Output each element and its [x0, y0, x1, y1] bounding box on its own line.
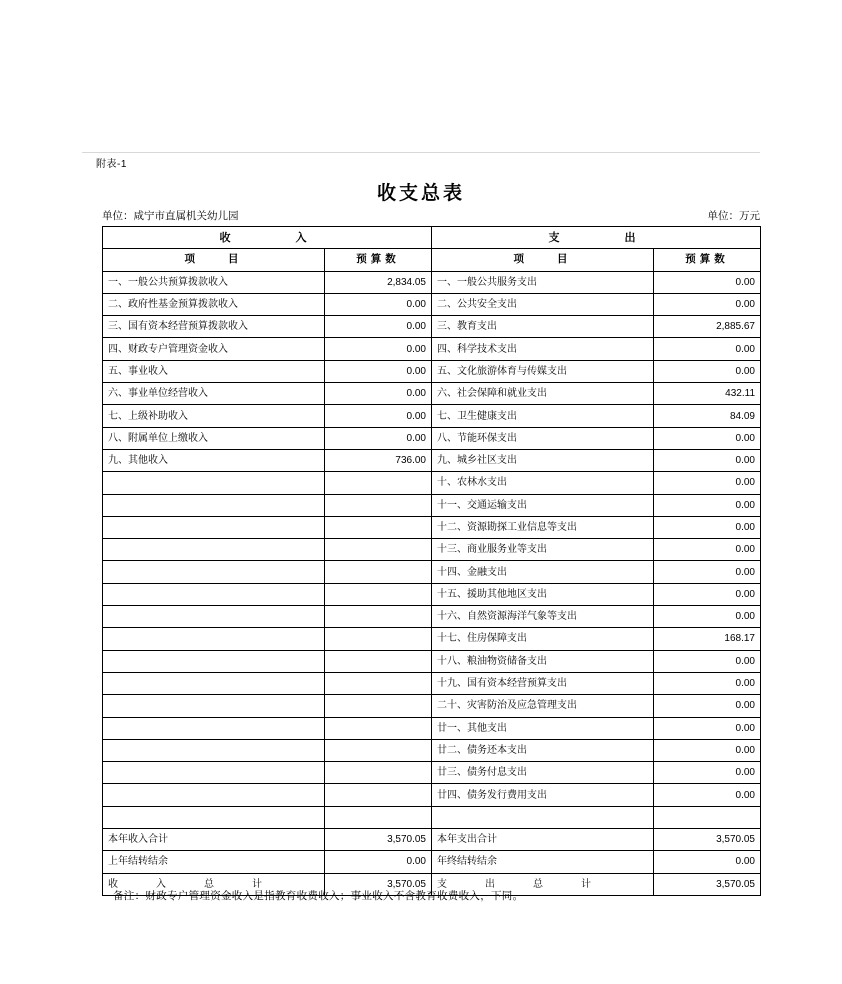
- table-row: [103, 405, 761, 427]
- income-value-cell: [325, 717, 432, 739]
- expense-value-cell: 168.17: [654, 628, 761, 650]
- income-item-cell: [103, 739, 325, 761]
- expense-value-cell: 0.00: [654, 606, 761, 628]
- table-row: [103, 606, 761, 628]
- expense-item-cell: 廿四、债务发行费用支出: [432, 784, 654, 806]
- income-value-cell: [325, 516, 432, 538]
- table-row: [103, 650, 761, 672]
- table-row: [103, 293, 761, 315]
- expense-item-cell: [432, 806, 654, 828]
- expense-item-cell: 十四、金融支出: [432, 561, 654, 583]
- expense-item-cell: 九、城乡社区支出: [432, 449, 654, 471]
- table-summary-row: [103, 829, 761, 851]
- expense-item-cell: 十三、商业服务业等支出: [432, 539, 654, 561]
- expense-item-cell: 一、一般公共服务支出: [432, 271, 654, 293]
- expense-value-cell: 0.00: [654, 650, 761, 672]
- income-value-cell: 736.00: [325, 449, 432, 471]
- table-body: [103, 227, 761, 896]
- expense-value-cell: 0.00: [654, 672, 761, 694]
- expense-item-cell: 四、科学技术支出: [432, 338, 654, 360]
- income-value-cell: [325, 606, 432, 628]
- table-row: [103, 583, 761, 605]
- expense-value-cell: 0.00: [654, 516, 761, 538]
- expense-item-cell: 八、节能环保支出: [432, 427, 654, 449]
- table-row: [103, 316, 761, 338]
- table-row: [103, 739, 761, 761]
- expense-value-cell: 0.00: [654, 561, 761, 583]
- table-row: [103, 539, 761, 561]
- income-value-cell: [325, 672, 432, 694]
- meta-row: [102, 208, 760, 223]
- income-value-cell: [325, 472, 432, 494]
- income-summary-value: 3,570.05: [325, 873, 432, 895]
- income-summary-label: 收 入 总 计: [103, 873, 325, 895]
- table-row: [103, 762, 761, 784]
- table-row: [103, 806, 761, 828]
- expense-item-cell: 三、教育支出: [432, 316, 654, 338]
- table-header-group-row: [103, 227, 761, 249]
- expense-value-cell: 0.00: [654, 472, 761, 494]
- expense-value-cell: 0.00: [654, 293, 761, 315]
- expense-item-cell: 十七、住房保障支出: [432, 628, 654, 650]
- income-value-cell: [325, 739, 432, 761]
- income-item-cell: [103, 695, 325, 717]
- page-title: 收支总表: [376, 182, 465, 204]
- expense-item-cell: 二、公共安全支出: [432, 293, 654, 315]
- expense-item-cell: 廿三、债务付息支出: [432, 762, 654, 784]
- income-item-cell: [103, 672, 325, 694]
- income-value-cell: [325, 650, 432, 672]
- expense-value-cell: [654, 806, 761, 828]
- income-item-cell: 二、政府性基金预算拨款收入: [103, 293, 325, 315]
- expense-value-cell: 0.00: [654, 739, 761, 761]
- income-value-cell: 0.00: [325, 405, 432, 427]
- table-row: [103, 717, 761, 739]
- table-header-column-row: [103, 249, 761, 271]
- sheet-code: 附表-1: [96, 159, 127, 170]
- income-item-cell: [103, 472, 325, 494]
- income-item-cell: [103, 583, 325, 605]
- expense-value-cell: 0.00: [654, 583, 761, 605]
- expense-value-cell: 84.09: [654, 405, 761, 427]
- expense-item-cell: 二十、灾害防治及应急管理支出: [432, 695, 654, 717]
- table-row: [103, 449, 761, 471]
- expense-group-header: 支 出: [432, 227, 761, 249]
- income-summary-value: 3,570.05: [325, 829, 432, 851]
- table-row: [103, 561, 761, 583]
- expense-value-cell: 0.00: [654, 271, 761, 293]
- expense-item-cell: 廿二、债务还本支出: [432, 739, 654, 761]
- expense-item-header: 项 目: [432, 249, 654, 271]
- income-item-cell: 六、事业单位经营收入: [103, 383, 325, 405]
- table-row: [103, 383, 761, 405]
- income-item-cell: [103, 516, 325, 538]
- expense-item-cell: 十五、援助其他地区支出: [432, 583, 654, 605]
- income-value-cell: [325, 806, 432, 828]
- income-item-cell: 五、事业收入: [103, 360, 325, 382]
- expense-item-cell: 十一、交通运输支出: [432, 494, 654, 516]
- income-summary-label: 上年结转结余: [103, 851, 325, 873]
- expense-item-cell: 廿一、其他支出: [432, 717, 654, 739]
- expense-summary-value: 3,570.05: [654, 873, 761, 895]
- income-item-cell: [103, 539, 325, 561]
- income-item-cell: [103, 628, 325, 650]
- income-item-cell: 四、财政专户管理资金收入: [103, 338, 325, 360]
- income-summary-value: 0.00: [325, 851, 432, 873]
- income-value-cell: [325, 583, 432, 605]
- income-item-cell: 七、上级补助收入: [103, 405, 325, 427]
- expense-summary-label: 本年支出合计: [432, 829, 654, 851]
- expense-item-cell: 十八、粮油物资储备支出: [432, 650, 654, 672]
- expense-value-cell: 0.00: [654, 784, 761, 806]
- income-item-cell: [103, 494, 325, 516]
- income-item-header: 项 目: [103, 249, 325, 271]
- table-row: [103, 516, 761, 538]
- expense-item-cell: 五、文化旅游体育与传媒支出: [432, 360, 654, 382]
- expense-summary-value: 3,570.05: [654, 829, 761, 851]
- table-row: [103, 360, 761, 382]
- expense-budget-header: 预算数: [654, 249, 761, 271]
- table-row: [103, 672, 761, 694]
- budget-summary-table: [102, 226, 761, 896]
- income-value-cell: 0.00: [325, 383, 432, 405]
- income-item-cell: 九、其他收入: [103, 449, 325, 471]
- income-item-cell: 一、一般公共预算拨款收入: [103, 271, 325, 293]
- expense-value-cell: 0.00: [654, 695, 761, 717]
- footnote: 备注：财政专户管理资金收入是指教育收费收入；事业收入不含教育收费收入，下同。: [113, 890, 524, 902]
- unit-label: 单位：咸宁市直属机关幼儿园: [102, 210, 239, 222]
- table-row: [103, 338, 761, 360]
- expense-value-cell: 0.00: [654, 449, 761, 471]
- table-row: [103, 695, 761, 717]
- table-row: [103, 427, 761, 449]
- table-summary-row: [103, 851, 761, 873]
- expense-value-cell: 0.00: [654, 427, 761, 449]
- income-value-cell: [325, 762, 432, 784]
- expense-item-cell: 十、农林水支出: [432, 472, 654, 494]
- income-value-cell: [325, 695, 432, 717]
- income-value-cell: [325, 494, 432, 516]
- income-item-cell: [103, 717, 325, 739]
- expense-summary-label: 年终结转结余: [432, 851, 654, 873]
- income-value-cell: [325, 539, 432, 561]
- expense-item-cell: 七、卫生健康支出: [432, 405, 654, 427]
- expense-value-cell: 432.11: [654, 383, 761, 405]
- table-row: [103, 472, 761, 494]
- expense-value-cell: 0.00: [654, 717, 761, 739]
- income-value-cell: 0.00: [325, 360, 432, 382]
- income-value-cell: 0.00: [325, 338, 432, 360]
- expense-value-cell: 0.00: [654, 762, 761, 784]
- income-group-header: 收 入: [103, 227, 432, 249]
- expense-summary-value: 0.00: [654, 851, 761, 873]
- header-divider: [82, 152, 760, 153]
- income-value-cell: [325, 561, 432, 583]
- income-item-cell: [103, 561, 325, 583]
- expense-item-cell: 十九、国有资本经营预算支出: [432, 672, 654, 694]
- income-budget-header: 预算数: [325, 249, 432, 271]
- expense-summary-label: 支 出 总 计: [432, 873, 654, 895]
- table-row: [103, 271, 761, 293]
- expense-value-cell: 0.00: [654, 539, 761, 561]
- expense-item-cell: 六、社会保障和就业支出: [432, 383, 654, 405]
- income-value-cell: 2,834.05: [325, 271, 432, 293]
- income-value-cell: [325, 784, 432, 806]
- expense-value-cell: 0.00: [654, 494, 761, 516]
- table-row: [103, 784, 761, 806]
- income-item-cell: 三、国有资本经营预算拨款收入: [103, 316, 325, 338]
- expense-value-cell: 2,885.67: [654, 316, 761, 338]
- income-item-cell: [103, 784, 325, 806]
- table-row: [103, 494, 761, 516]
- amount-unit-label: 单位：万元: [707, 210, 760, 222]
- expense-value-cell: 0.00: [654, 338, 761, 360]
- expense-item-cell: 十二、资源勘探工业信息等支出: [432, 516, 654, 538]
- income-item-cell: [103, 806, 325, 828]
- income-value-cell: 0.00: [325, 293, 432, 315]
- income-value-cell: 0.00: [325, 316, 432, 338]
- income-item-cell: 八、附属单位上缴收入: [103, 427, 325, 449]
- income-item-cell: [103, 762, 325, 784]
- expense-item-cell: 十六、自然资源海洋气象等支出: [432, 606, 654, 628]
- income-summary-label: 本年收入合计: [103, 829, 325, 851]
- income-item-cell: [103, 606, 325, 628]
- income-item-cell: [103, 650, 325, 672]
- income-value-cell: [325, 628, 432, 650]
- table-row: [103, 628, 761, 650]
- income-value-cell: 0.00: [325, 427, 432, 449]
- expense-value-cell: 0.00: [654, 360, 761, 382]
